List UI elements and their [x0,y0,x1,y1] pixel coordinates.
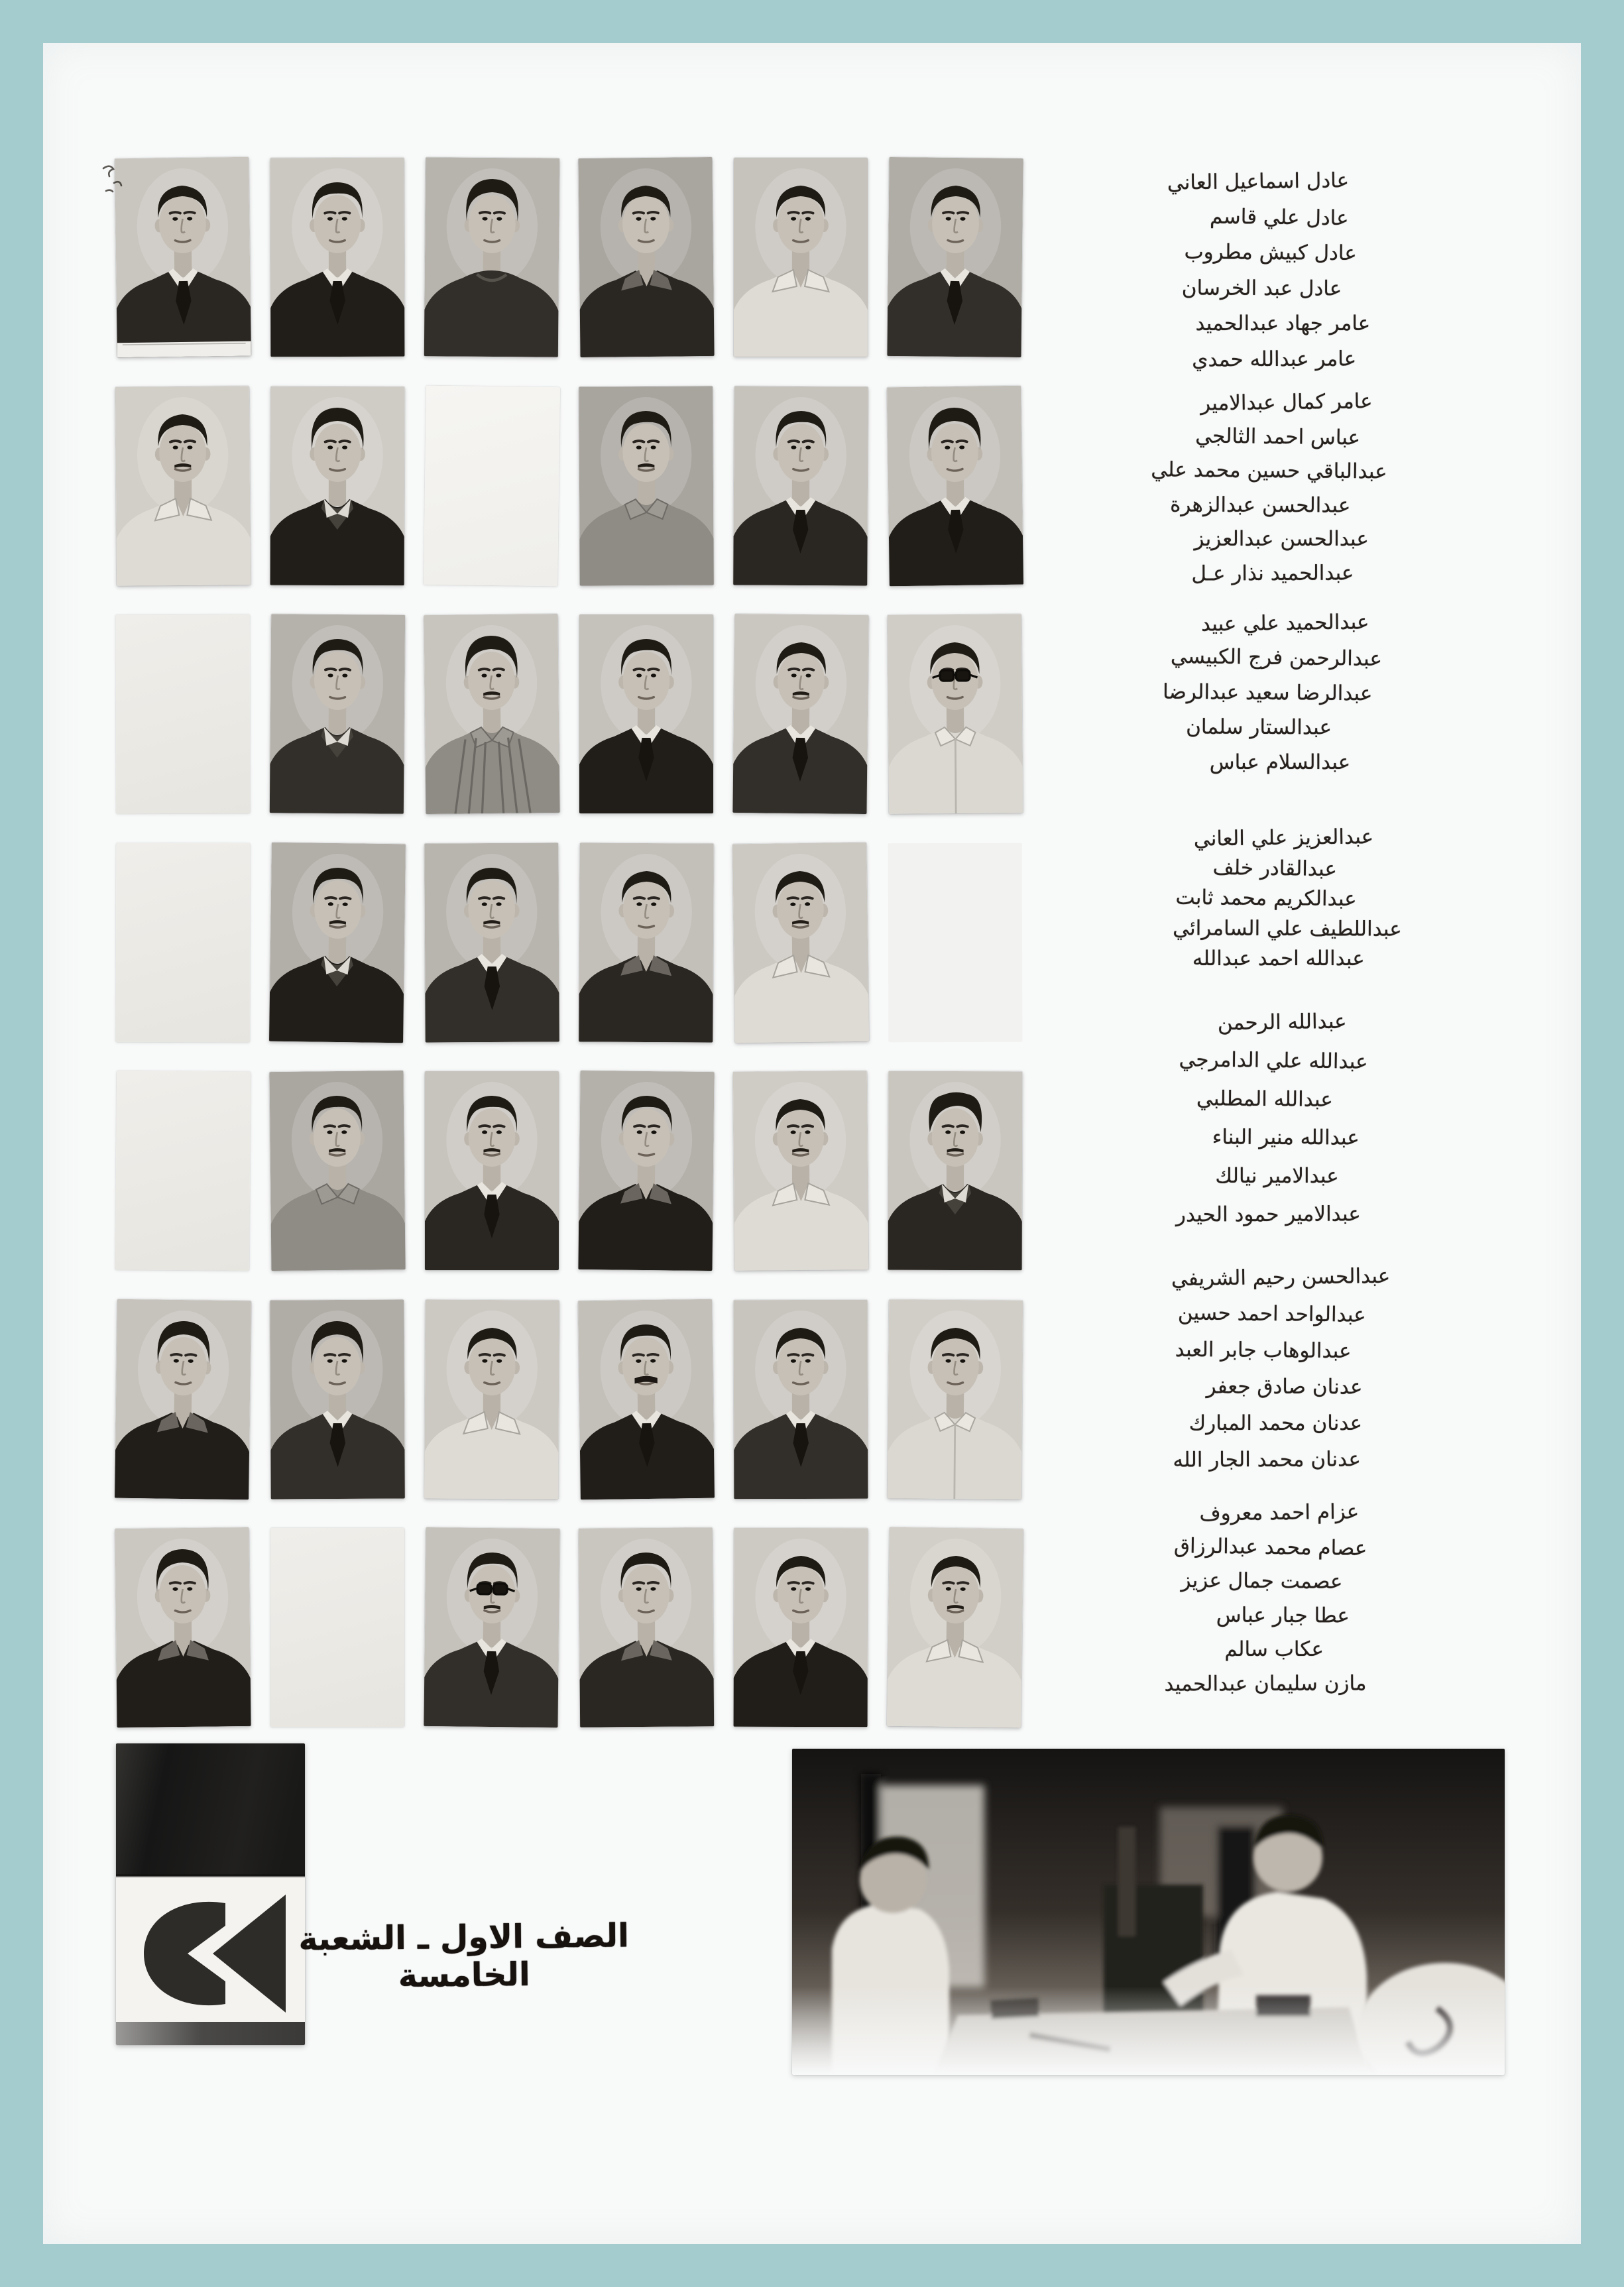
name-group [1100,606,1445,780]
student-name: عبدالامير حمود الحيدر [1175,1202,1361,1227]
student-name: عصمت جمال عزيز [1181,1568,1343,1594]
student-name: عبداللطيف علي السامرائي [1173,915,1402,941]
student-name: عصام محمد عبدالرزاق [1173,1533,1367,1560]
student-name: عبدالرضا سعيد عبدالرضا [1162,679,1373,706]
student-name: مازن سليمان عبدالحميد [1164,1671,1367,1696]
page-caption: الصف الاول ـ الشعبة الخامسة [298,1916,630,1995]
empty-photo-slot [116,843,251,1043]
portrait-photo [115,386,251,586]
student-name: عبدالوهاب جابر العبد [1175,1337,1352,1363]
portrait-photo [270,158,405,357]
portrait-photo [115,1527,251,1728]
portrait-photo [887,386,1023,587]
student-name: عزام احمد معروف [1199,1499,1360,1526]
portrait-photo [424,843,559,1042]
portrait-photo [579,1527,714,1728]
empty-photo-slot [888,843,1023,1043]
student-name: عادل علي قاسم [1209,204,1349,231]
student-name: عادل كبيش مطروب [1184,240,1357,266]
student-name: عدنان محمد المبارك [1189,1411,1363,1435]
student-name: عبدالله المطلبي [1196,1086,1333,1112]
name-group [1100,1496,1445,1701]
portrait-photo [115,1299,251,1500]
student-name: عبدالحسن عبدالعزيز [1194,527,1369,552]
empty-photo-slot [116,615,251,814]
student-name: عامر جهاد عبدالحميد [1195,312,1371,336]
student-name: عباس احمد الثالجي [1195,424,1361,450]
student-name: عبدالله منير البناء [1212,1125,1360,1150]
portrait-photo [888,614,1023,814]
portrait-photo [270,1299,405,1499]
empty-photo-slot [270,1528,404,1727]
name-group [1100,823,1445,974]
portrait-photo [270,386,405,586]
student-name: عبدالله الرحمن [1217,1009,1347,1035]
student-name: عدنان صادق جعفر [1206,1374,1363,1399]
student-name: عبدالكريم محمد ثابت [1175,886,1357,911]
portrait-photo [578,1299,715,1500]
name-group [1100,386,1445,591]
student-name: عبدالحسن رحيم الشريفي [1171,1263,1391,1291]
portrait-photo [887,157,1023,357]
workshop-photo [792,1749,1505,2075]
portrait-photo [270,614,405,814]
portrait-photo [269,843,406,1043]
portrait-photo [732,614,868,814]
student-name: عبدالحميد نذار عـل [1191,561,1354,586]
portrait-photo [115,157,251,358]
student-name: عادل اسماعيل العاني [1167,168,1350,196]
empty-photo-slot [115,1071,251,1271]
student-name: عبدالستار سلمان [1186,715,1332,740]
student-name: عبدالرحمن فرج الكبيسي [1170,644,1383,672]
student-name: عكاب سالم [1224,1637,1324,1662]
ink-mark [97,160,125,203]
portrait-photo [579,843,714,1042]
student-name: عبدالله احمد عبدالله [1192,947,1365,971]
student-name: عبدالباقي حسين محمد علي [1151,457,1387,484]
portrait-photo [424,614,559,814]
portrait-photo [734,1528,868,1728]
name-group [1100,164,1445,377]
portrait-photo [424,1299,559,1499]
empty-photo-slot [424,386,560,587]
portrait-photo [578,1071,714,1271]
student-name: عبدالحسن عبدالزهرة [1170,493,1351,518]
student-name: عطا جبار عباس [1216,1603,1350,1628]
student-name: عبدالله علي الدامرجي [1179,1047,1368,1074]
portrait-photo [579,386,714,585]
student-name: عامر كمال عبدالامير [1200,389,1373,416]
student-name: عدنان محمد الجار الله [1173,1446,1361,1472]
student-name: عبدالقادر خلف [1212,855,1338,881]
portrait-photo [424,157,559,357]
portrait-photo [579,615,713,813]
portrait-photo [733,386,868,585]
portrait-photo [269,1071,405,1271]
student-name: عبدالحميد علي عبيد [1200,610,1369,636]
student-name: عبدالسلام عباس [1209,750,1351,774]
portrait-photo [888,1299,1023,1499]
student-name: عامر عبدالله حمدي [1192,347,1357,372]
portrait-photo [887,1527,1023,1728]
school-logo-photo [116,1743,305,2045]
name-group [1100,1003,1445,1234]
portrait-photo [734,158,868,357]
portrait-photo [578,157,714,357]
student-name: عبدالواحد احمد حسين [1177,1300,1366,1327]
student-name: عبدالعزيز علي العاني [1193,825,1374,852]
student-name: عبدالامير نيالك [1215,1164,1339,1188]
name-group [1100,1260,1445,1478]
portrait-photo [424,1527,559,1728]
student-name: عادل عبد الخرسان [1181,276,1342,301]
portrait-photo [425,1071,559,1270]
portrait-photo [888,1071,1023,1271]
portrait-photo [734,1300,868,1499]
portrait-photo [733,1071,868,1271]
portrait-photo [732,843,869,1043]
